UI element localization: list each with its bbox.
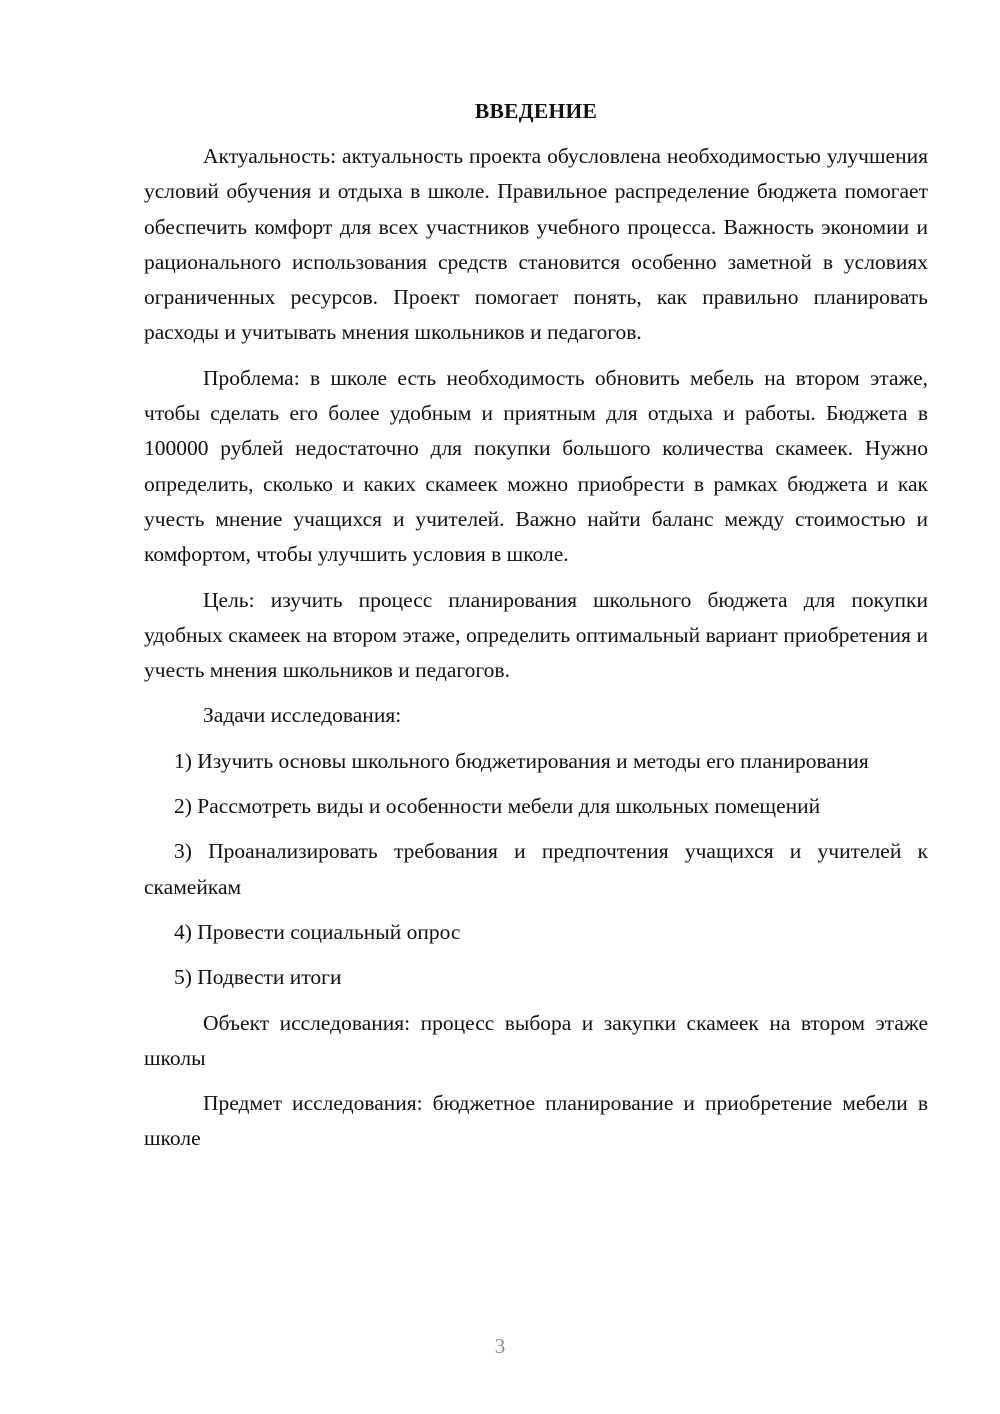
section-title: ВВЕДЕНИЕ — [474, 99, 598, 123]
goal-paragraph: Цель: изучить процесс планирования школьного бюджета для покупки удобных скамеек на втором этаже, определить оптимальный вариант приобретения и учесть мнения школьников и педагогов. — [144, 587, 928, 683]
page-number: 3 — [494, 1334, 506, 1358]
problem-paragraph: Проблема: в школе есть необходимость обновить мебель на втором этаже, чтобы сделать его более удобным и приятным для отдыха и работы. Бюджета в 100000 рублей недостаточно для покупки большого количества скамеек. Нужно определить, сколько и каких скамеек можно приобрести в рамках бюджета и как учесть мнение учащихся и учителей. Важно найти баланс между стоимостью и комфортом, чтобы улучшить условия в школе. — [144, 365, 928, 567]
task-item-1: 1) Изучить основы школьного бюджетирования и методы его планирования — [174, 748, 869, 773]
task-item-3: 3) Проанализировать требования и предпочтения учащихся и учителей к скамейкам — [144, 839, 928, 899]
tasks-heading: Задачи исследования: — [203, 703, 402, 728]
task-item-4: 4) Провести социальный опрос — [174, 919, 461, 944]
task-item-5: 5) Подвести итоги — [174, 965, 342, 990]
subject-paragraph: Предмет исследования: бюджетное планирование и приобретение мебели в школе — [144, 1091, 928, 1151]
relevance-paragraph: Актуальность: актуальность проекта обусловлена необходимостью улучшения условий обучения и отдыха в школе. Правильное распределение бюджета помогает обеспечить комфорт для всех участников учебного процесса. Важность экономии и рационального использования средств становится особенно заметной в условиях ограниченных ресурсов. Проект помогает понять, как правильно планировать расходы и учитывать мнения школьников и педагогов. — [144, 144, 928, 345]
page-content — [144, 94, 928, 1157]
task-item-2: 2) Рассмотреть виды и особенности мебели для школьных помещений — [174, 794, 821, 819]
object-paragraph: Объект исследования: процесс выбора и закупки скамеек на втором этаже школы — [144, 1010, 928, 1070]
